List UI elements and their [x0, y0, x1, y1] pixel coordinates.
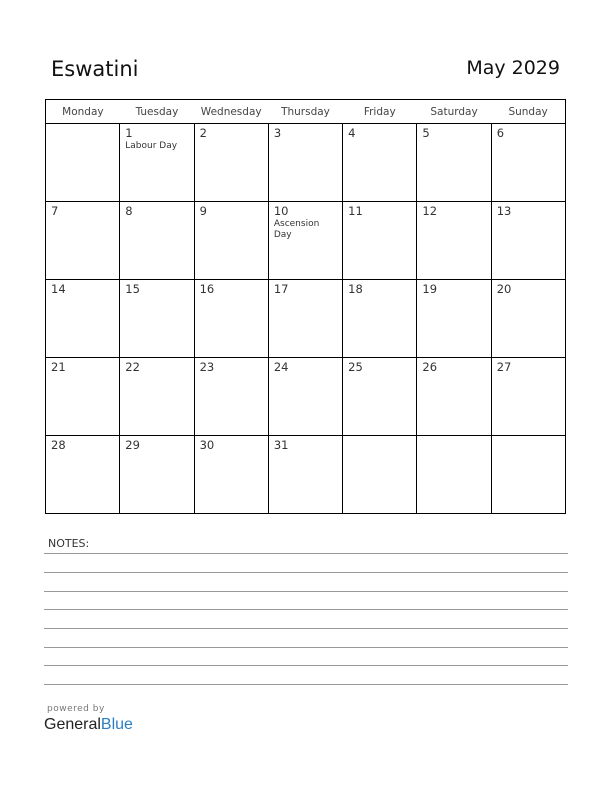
- day-number: 28: [51, 438, 66, 452]
- calendar-day-cell: [491, 436, 565, 514]
- calendar-day-cell: [343, 358, 417, 436]
- weekday-thursday: Thursday: [268, 100, 342, 124]
- day-number: 24: [273, 360, 289, 374]
- day-number: 6: [496, 126, 505, 140]
- day-number: 8: [125, 204, 133, 218]
- calendar-day-cell: [194, 202, 268, 280]
- calendar-day-cell: [343, 280, 417, 358]
- calendar-day-cell: [268, 358, 342, 436]
- day-number: 26: [422, 360, 438, 374]
- calendar-day-cell: [46, 124, 120, 202]
- calendar-day-cell: [46, 202, 120, 280]
- weekday-header-row: [46, 100, 566, 124]
- day-number: 27: [496, 360, 512, 374]
- calendar-day-cell: [417, 202, 491, 280]
- day-number: 3: [273, 126, 282, 140]
- calendar-week-row: [46, 124, 566, 202]
- day-number: 25: [348, 360, 363, 374]
- calendar-day-cell: [343, 202, 417, 280]
- day-number: 17: [273, 282, 289, 296]
- calendar-day-cell: [417, 436, 491, 514]
- day-number: 12: [422, 204, 438, 218]
- day-number: 23: [199, 360, 215, 374]
- weekday-tuesday: Tuesday: [120, 100, 194, 124]
- calendar-week-row: [46, 358, 566, 436]
- day-number: 10: [273, 204, 289, 218]
- calendar-day-cell: [120, 202, 194, 280]
- day-number: 30: [199, 438, 215, 452]
- notes-line: [44, 628, 568, 629]
- calendar-day-cell: [46, 280, 120, 358]
- notes-line: [44, 553, 568, 554]
- brand-logo: [44, 716, 133, 734]
- calendar-day-cell: [491, 280, 565, 358]
- day-number: 2: [199, 126, 207, 140]
- brand-blue: Blue: [100, 716, 133, 733]
- calendar-day-cell: [268, 202, 342, 280]
- calendar-day-cell: [268, 124, 342, 202]
- calendar-day-cell: [194, 358, 268, 436]
- calendar-week-row: [46, 280, 566, 358]
- day-number: 4: [348, 126, 356, 140]
- brand-general: General: [44, 716, 101, 733]
- day-number: 13: [496, 204, 512, 218]
- calendar-day-cell: [46, 358, 120, 436]
- calendar-day-cell: [46, 436, 120, 514]
- day-number: 29: [125, 438, 140, 452]
- day-number: 31: [273, 438, 289, 452]
- calendar-day-cell: [120, 436, 194, 514]
- day-number: 21: [51, 360, 66, 374]
- day-number: 1: [125, 126, 133, 140]
- calendar-day-cell: [343, 124, 417, 202]
- calendar-day-cell: [120, 358, 194, 436]
- powered-by-text: powered by: [47, 704, 105, 714]
- day-number: 19: [422, 282, 438, 296]
- notes-line: [44, 572, 568, 573]
- calendar-day-cell: [268, 280, 342, 358]
- holiday-label: Labour Day: [125, 141, 178, 151]
- day-number: 15: [125, 282, 140, 296]
- calendar-week-row: [46, 202, 566, 280]
- day-number: 18: [348, 282, 363, 296]
- calendar-day-cell: [417, 358, 491, 436]
- month-title: May 2029: [466, 57, 560, 79]
- calendar-day-cell: [491, 124, 565, 202]
- calendar-day-cell: [120, 124, 194, 202]
- weekday-monday: Monday: [46, 100, 120, 124]
- day-number: 20: [496, 282, 512, 296]
- calendar-week-row: [46, 436, 566, 514]
- calendar-grid: [45, 99, 566, 514]
- day-number: 7: [51, 204, 59, 218]
- day-number: 16: [199, 282, 215, 296]
- notes-line: [44, 591, 568, 592]
- calendar-day-cell: [417, 280, 491, 358]
- weekday-friday: Friday: [343, 100, 417, 124]
- notes-line: [44, 684, 568, 685]
- calendar-day-cell: [417, 124, 491, 202]
- day-number: 5: [422, 126, 430, 140]
- calendar-day-cell: [194, 124, 268, 202]
- calendar-day-cell: [491, 202, 565, 280]
- holiday-label: Ascension Day: [273, 219, 320, 240]
- weekday-wednesday: Wednesday: [194, 100, 268, 124]
- notes-label: NOTES:: [48, 537, 90, 550]
- calendar-day-cell: [268, 436, 342, 514]
- calendar-day-cell: [194, 436, 268, 514]
- weekday-saturday: Saturday: [417, 100, 491, 124]
- country-title: Eswatini: [51, 57, 139, 81]
- day-number: 22: [125, 360, 140, 374]
- calendar-day-cell: [194, 280, 268, 358]
- calendar-day-cell: [120, 280, 194, 358]
- calendar-body: [46, 124, 566, 514]
- notes-line: [44, 665, 568, 666]
- day-number: 11: [348, 204, 363, 218]
- weekday-sunday: Sunday: [491, 100, 565, 124]
- day-number: 14: [51, 282, 66, 296]
- day-number: 9: [199, 204, 207, 218]
- calendar-day-cell: [491, 358, 565, 436]
- notes-line: [44, 647, 568, 648]
- calendar-day-cell: [343, 436, 417, 514]
- notes-line: [44, 609, 568, 610]
